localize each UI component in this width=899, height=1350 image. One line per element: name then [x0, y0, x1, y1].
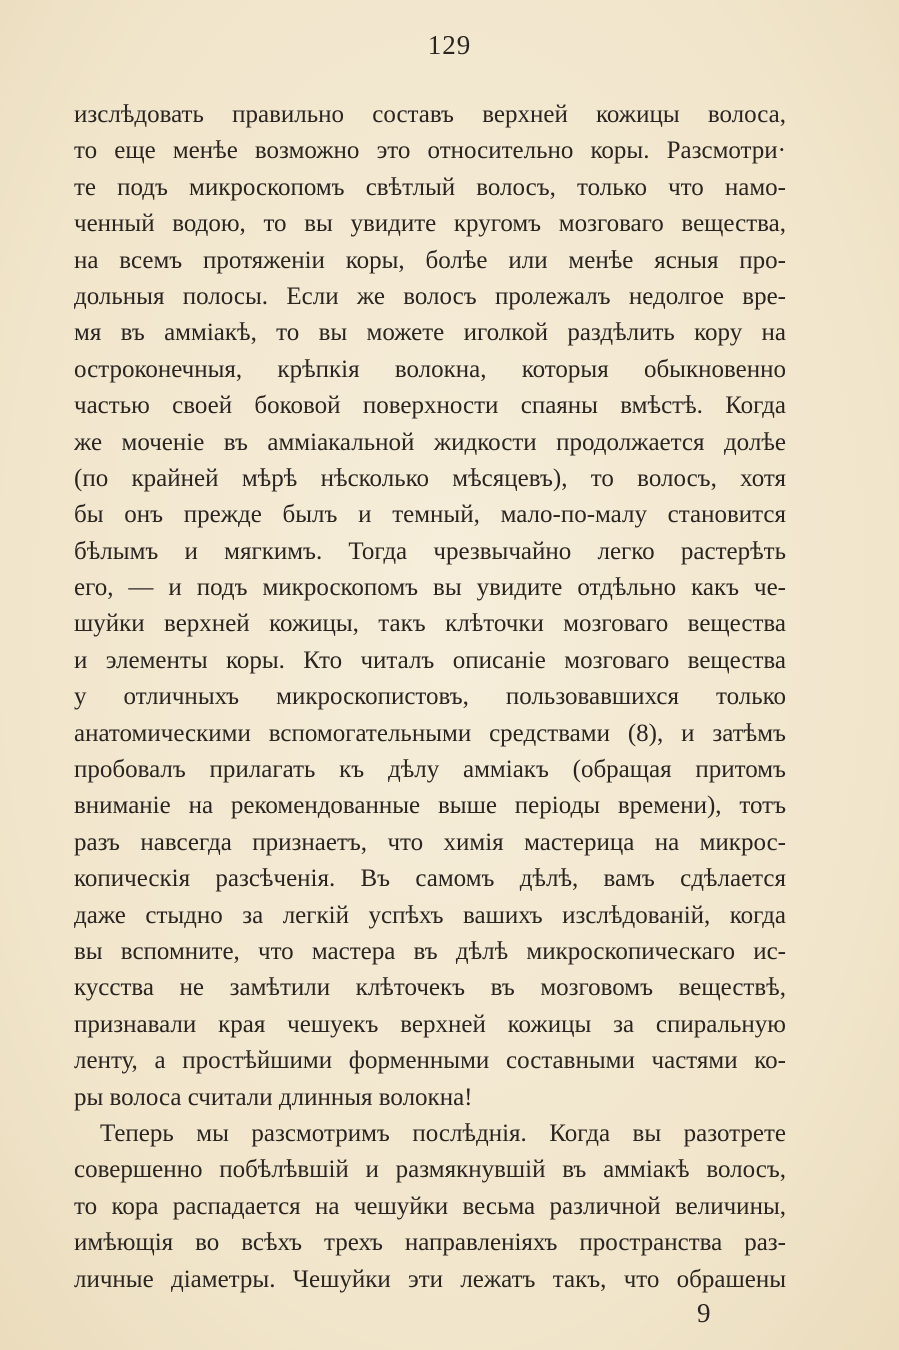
- text-line: (по крайней мѣрѣ нѣсколько мѣсяцевъ), то волосъ, хотя: [74, 464, 786, 492]
- signature-mark: 9: [697, 1298, 711, 1328]
- text-line: анатомическими вспомогательными средствами (8), и затѣмъ: [74, 719, 786, 747]
- text-line: на всемъ протяженіи коры, болѣе или менѣе ясныя про-: [74, 246, 786, 274]
- text-line: бѣлымъ и мягкимъ. Тогда чрезвычайно легко растерѣть: [74, 537, 786, 565]
- text-line: остроконечныя, крѣпкія волокна, которыя обыкновенно: [74, 355, 786, 383]
- text-line: же моченіе въ аммiакальной жидкости продолжается долѣе: [74, 428, 786, 456]
- page-number: 129: [427, 30, 472, 60]
- text-line: совершенно побѣлѣвшій и размякнувшій въ аммiакѣ волосъ,: [74, 1156, 786, 1184]
- text-line: мя въ аммiакѣ, то вы можете иголкой раздѣлить кору на: [74, 319, 786, 347]
- text-line: то еще менѣе возможно это относительно коры. Разсмотри·: [74, 137, 786, 165]
- text-line: разъ навсегда признаетъ, что химія мастерица на микрос-: [74, 828, 786, 856]
- text-line: ленту, а простѣйшими форменными составными частями ко-: [74, 1047, 786, 1075]
- text-line: личные діаметры. Чешуйки эти лежатъ такъ, что обрашены: [74, 1265, 786, 1293]
- text-line: пробовалъ прилагать къ дѣлу аммiакъ (обращая притомъ: [74, 756, 786, 784]
- text-line: кусства не замѣтили клѣточекъ въ мозговомъ веществѣ,: [74, 974, 786, 1002]
- text-line: даже стыдно за легкій успѣхъ вашихъ изслѣдованій, когда: [74, 901, 786, 929]
- text-line: его, — и подъ микроскопомъ вы увидите отдѣльно какъ че-: [74, 574, 786, 602]
- text-line: Теперь мы разсмотримъ послѣднія. Когда вы разотрете: [100, 1119, 786, 1147]
- text-line: частью своей боковой поверхности спаяны вмѣстѣ. Когда: [74, 392, 786, 420]
- text-line: ры волоса считали длинныя волокна!: [74, 1083, 473, 1111]
- text-line: бы онъ прежде былъ и темный, мало-по-малу становится: [74, 501, 786, 529]
- text-line: вниманіе на рекомендованные выше періоды времени), тотъ: [74, 792, 786, 820]
- text-line: и элементы коры. Кто читалъ описаніе мозговаго вещества: [74, 646, 786, 674]
- text-line: вы вспомните, что мастера въ дѣлѣ микроскопическаго ис-: [74, 937, 786, 965]
- text-line: копическія разсѣченія. Въ самомъ дѣлѣ, вамъ сдѣлается: [74, 865, 786, 893]
- text-line: те подъ микроскопомъ свѣтлый волосъ, только что намо-: [74, 173, 786, 201]
- text-line: имѣющія во всѣхъ трехъ направленіяхъ пространства раз-: [74, 1229, 786, 1257]
- text-line: то кора распадается на чешуйки весьма различной величины,: [74, 1192, 786, 1220]
- text-line: дольныя полосы. Если же волосъ пролежалъ недолгое вре-: [74, 282, 786, 310]
- body-text: [74, 97, 786, 1298]
- text-line: признавали края чешуекъ верхней кожицы за спиральную: [74, 1010, 786, 1038]
- text-line: у отличныхъ микроскопистовъ, пользовавшихся только: [74, 683, 786, 711]
- text-line: изслѣдовать правильно составъ верхней кожицы волоса,: [74, 101, 786, 128]
- text-line: шуйки верхней кожицы, такъ клѣточки мозговаго вещества: [74, 610, 786, 638]
- text-line: ченный водою, то вы увидите кругомъ мозговаго вещества,: [74, 210, 786, 238]
